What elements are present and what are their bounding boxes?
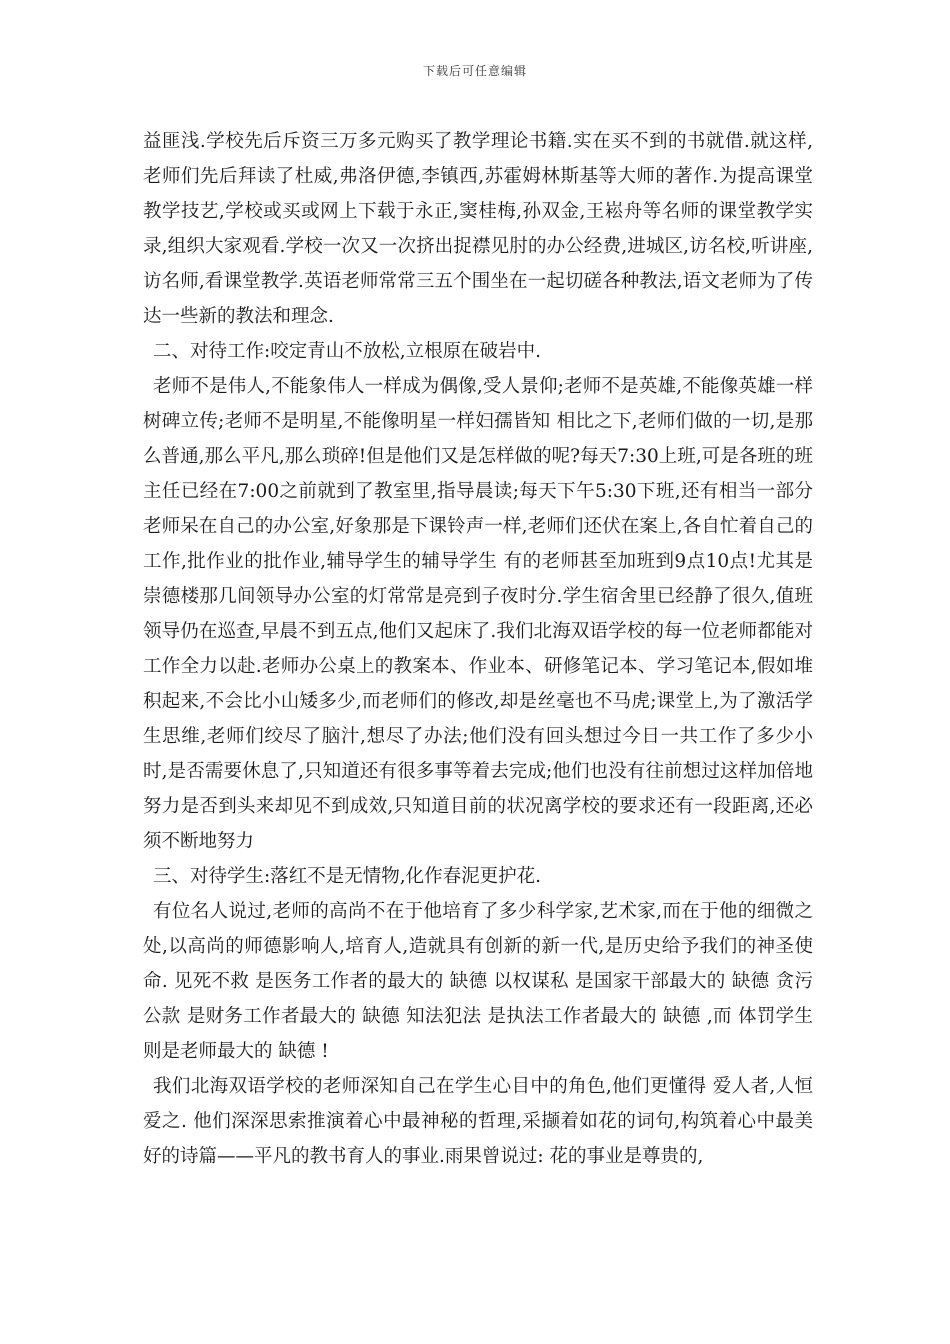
paragraph-role: 我们北海双语学校的老师深知自己在学生心目中的角色,他们更懂得 爱人者,人恒爱之. 他们深深思索推演着心中最神秘的哲理,采撷着如花的词句,构筑着心中最美好的诗篇——平凡的教书育人的事业.雨果曾说过: 花的事业是尊贵的, [143, 1076, 813, 1167]
paragraph-work: 老师不是伟人,不能象伟人一样成为偶像,受人景仰;老师不是英雄,不能像英雄一样树碑立传;老师不是明星,不能像明星一样妇孺皆知 相比之下,老师们做的一切,是那么普通,那么平凡,那么琐碎!但是他们又是怎样做的呢?每天7:30上班,可是各班的班主任已经在7:00之前就到了教室里,指导晨读;每天下午5:30下班,还有相当一部分老师呆在自己的办公室,好象那是下课铃声一样,老师们还伏在案上,各自忙着自己的工作,批作业的批作业,辅导学生的辅导学生 有的老师甚至加班到9点10点!尤其是崇德楼那几间领导办公室的灯常常是亮到子夜时分.学生宿舍里已经静了很久,值班领导仍在巡查,早晨不到五点,他们又起床了.我们北海双语学校的每一位老师都能对工作全力以赴.老师办公桌上的教案本、作业本、研修笔记本、学习笔记本,假如堆积起来,不会比小山矮多少,而老师们的修改,却是丝毫也不马虎;课堂上,为了激活学生思维,老师们绞尽了脑汁,想尽了办法;他们没有回头想过今日一共工作了多少小时,是否需要休息了,只知道还有很多事等着去完成;他们也没有往前想过这样加倍地努力是否到头来却见不到成效,只知道目前的状况离学校的要求还有一段距离,还必须不断地努力 [143, 376, 813, 852]
page-header: 下载后可任意编辑 [422, 64, 527, 78]
paragraph-intro: 益匪浅.学校先后斥资三万多元购买了教学理论书籍.实在买不到的书就借.就这样,老师们先后拜读了杜威,弗洛伊德,李镇西,苏霍姆林斯基等大师的著作.为提高课堂教学技艺,学校或买或网上下载于永正,窦桂梅,孙双金,王崧舟等名师的课堂教学实录,组织大家观看.学校一次又一次挤出捉襟见肘的办公经费,进城区,访名校,听讲座,访名师,看课堂教学.英语老师常常三五个围坐在一起切磋各种教法,语文老师为了传达一些新的教法和理念. [143, 131, 813, 327]
paragraph-students: 有位名人说过,老师的高尚不在于他培育了多少科学家,艺术家,而在于他的细微之处,以高尚的师德影响人,培育人,造就具有创新的新一代,是历史给予我们的神圣使命. 见死不救 是医务工作者的最大的 缺德 以权谋私 是国家干部最大的 缺德 贪污公款 是财务工作者最大的 缺德 知法犯法 是执法工作者最大的 缺德 ,而 体罚学生 则是老师最大的 缺德 ! [143, 901, 813, 1062]
section-heading-work: 二、对待工作:咬定青山不放松,立根原在破岩中. [153, 341, 541, 362]
document-body [143, 124, 813, 1174]
section-heading-students: 三、对待学生:落红不是无情物,化作春泥更护花. [153, 866, 541, 887]
